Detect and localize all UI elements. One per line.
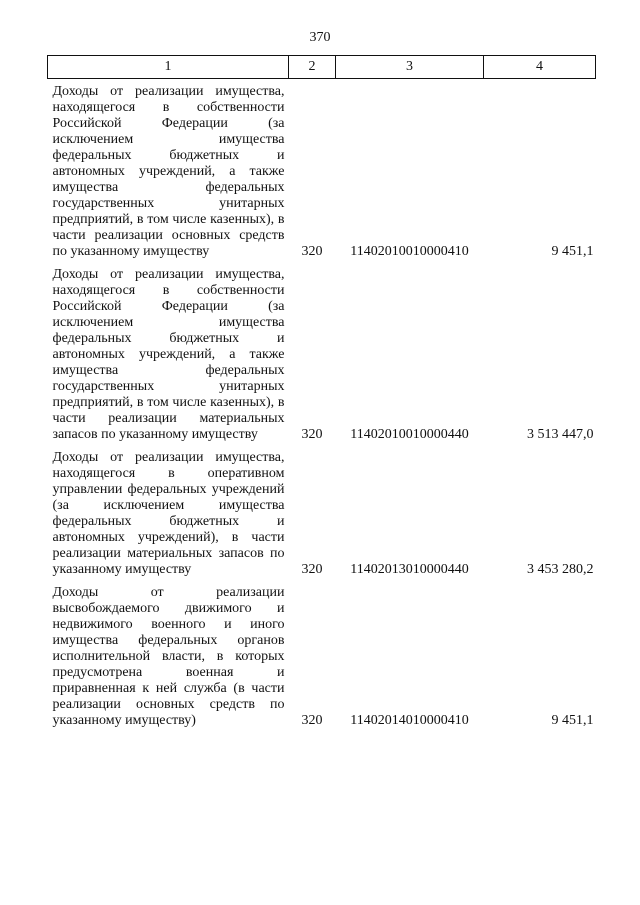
row-description: Доходы от реализации имущества, находящегося в оперативном управлении федеральных учреждений (за исключением имущества федеральных бюджетных и автономных учреждений), в части реализации материальных запасов по указанному имуществу [52, 450, 285, 577]
table-row [48, 443, 596, 578]
row-description: Доходы от реализации имущества, находящегося в собственности Российской Федерации (за исключением имущества федеральных бюджетных и автономных учреждений, а также имущества федеральных государственных унитарных предприятий, в том числе казенных), в части реализации основных средств по указанному имуществу [52, 84, 285, 259]
row-amount: 9 451,1 [551, 244, 594, 259]
row-amount: 9 451,1 [551, 713, 594, 728]
row-admin-code: 320 [301, 244, 323, 259]
row-classification-code: 11402013010000440 [350, 562, 469, 577]
row-amount: 3 513 447,0 [527, 427, 594, 442]
row-admin-code: 320 [301, 427, 323, 442]
row-description: Доходы от реализации высвобождаемого движимого и недвижимого военного и иного имущества федеральных органов исполнительной власти, в которых предусмотрена военная и приравненная к ней служба (в части реализации основных средств по указанному имуществу) [52, 585, 285, 728]
row-classification-code: 11402010010000440 [350, 427, 469, 442]
row-amount: 3 453 280,2 [527, 562, 594, 577]
page-number: 370 [309, 30, 331, 45]
table-row [48, 260, 596, 443]
table-row [48, 578, 596, 729]
column-header-1: 1 [48, 56, 289, 79]
table-row [48, 79, 596, 261]
row-classification-code: 11402010010000410 [350, 244, 469, 259]
row-admin-code: 320 [301, 562, 323, 577]
row-description: Доходы от реализации имущества, находящегося в собственности Российской Федерации (за исключением имущества федеральных бюджетных и автономных учреждений, а также имущества федеральных государственных унитарных предприятий, в том числе казенных), в части реализации материальных запасов по указанному имуществу [52, 267, 285, 442]
column-header-2: 2 [289, 56, 336, 79]
column-header-row [48, 56, 596, 79]
row-classification-code: 11402014010000410 [350, 713, 469, 728]
row-admin-code: 320 [301, 713, 323, 728]
column-header-4: 4 [484, 56, 596, 79]
revenue-table [47, 55, 596, 729]
column-header-3: 3 [336, 56, 484, 79]
